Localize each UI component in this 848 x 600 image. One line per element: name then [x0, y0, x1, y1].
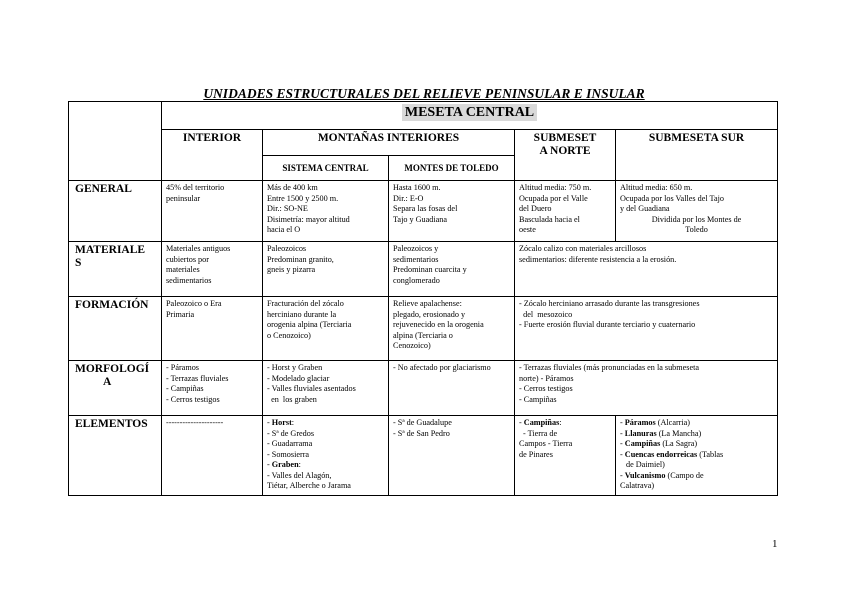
meseta-central-header: MESETA CENTRAL [162, 102, 778, 130]
corner-cell [69, 102, 162, 130]
corner-cell [69, 130, 162, 156]
cell-general-interior: 45% del territorio peninsular [162, 181, 263, 242]
cell-general-submeseta-sur: Altitud media: 650 m. Ocupada por los Valles del Tajo y del Guadiana Dividida por los Montes de Toledo [616, 181, 778, 242]
document-title: UNIDADES ESTRUCTURALES DEL RELIEVE PENINSULAR E INSULAR [203, 86, 645, 101]
cell-formacion-submesetas: - Zócalo herciniano arrasado durante las transgresiones del mesozoico - Fuerte erosión fluvial durante terciario y cuaternario [515, 297, 778, 361]
cell-general-montes-toledo: Hasta 1600 m. Dir.: E-O Separa las fosas del Tajo y Guadiana [389, 181, 515, 242]
cell-elementos-interior: --------------------- [162, 416, 263, 496]
relief-table [68, 101, 778, 496]
col-interior: INTERIOR [162, 130, 263, 181]
cell-formacion-montes-toledo: Relieve apalachense: plegado, erosionado y rejuvenecido en la orogenia alpina (Terciaria o Cenozoico) [389, 297, 515, 361]
cell-elementos-submeseta-sur: - Páramos (Alcarria) - Llanuras (La Mancha) - Campiñas (La Sagra) - Cuencas endorreicas (Tablas de Daimiel) - Vulcanismo (Campo de Calatrava) [616, 416, 778, 496]
cell-morfologia-interior: - Páramos - Terrazas fluviales - Campiñas - Cerros testigos [162, 361, 263, 416]
row-label-formacion: FORMACIÓN [69, 297, 162, 361]
cell-morfologia-sistema-central: - Horst y Graben - Modelado glaciar - Valles fluviales asentados en los graben [263, 361, 389, 416]
cell-formacion-interior: Paleozoico o Era Primaria [162, 297, 263, 361]
row-label-general: GENERAL [69, 181, 162, 242]
col-submeseta-norte: SUBMESET A NORTE [515, 130, 616, 181]
cell-elementos-sistema-central: - Horst: - Sª de Gredos - Guadarrama - Somosierra - Graben: - Valles del Alagón, Tiétar, Alberche o Jarama [263, 416, 389, 496]
col-montanas-interiores: MONTAÑAS INTERIORES [263, 130, 515, 156]
cell-materiales-submesetas: Zócalo calizo con materiales arcillosos sedimentarios: diferente resistencia a la erosión. [515, 242, 778, 297]
cell-elementos-submeseta-norte: - Campiñas: - Tierra de Campos - Tierra de Pinares [515, 416, 616, 496]
page-number: 1 [772, 538, 778, 550]
cell-general-sistema-central: Más de 400 km Entre 1500 y 2500 m. Dir.: SO-NE Disimetría: mayor altitud hacia el O [263, 181, 389, 242]
cell-general-submeseta-norte: Altitud media: 750 m. Ocupada por el Valle del Duero Basculada hacia el oeste [515, 181, 616, 242]
col-sistema-central: SISTEMA CENTRAL [263, 156, 389, 181]
corner-cell [69, 156, 162, 181]
col-montes-toledo: MONTES DE TOLEDO [389, 156, 515, 181]
row-label-materiales: MATERIALE S [69, 242, 162, 297]
cell-materiales-sistema-central: Paleozoicos Predominan granito, gneis y pizarra [263, 242, 389, 297]
cell-elementos-montes-toledo: - Sª de Guadalupe - Sª de San Pedro [389, 416, 515, 496]
cell-morfologia-montes-toledo: - No afectado por glaciarismo [389, 361, 515, 416]
cell-materiales-montes-toledo: Paleozoicos y sedimentarios Predominan cuarcita y conglomerado [389, 242, 515, 297]
cell-morfologia-submesetas: - Terrazas fluviales (más pronunciadas en la submeseta norte) - Páramos - Cerros testigos - Campiñas [515, 361, 778, 416]
row-label-morfologia: MORFOLOGÍ A [69, 361, 162, 416]
cell-formacion-sistema-central: Fracturación del zócalo herciniano durante la orogenia alpina (Terciaria o Cenozoico) [263, 297, 389, 361]
col-submeseta-sur: SUBMESETA SUR [616, 130, 778, 181]
cell-materiales-interior: Materiales antiguos cubiertos por materiales sedimentarios [162, 242, 263, 297]
row-label-elementos: ELEMENTOS [69, 416, 162, 496]
